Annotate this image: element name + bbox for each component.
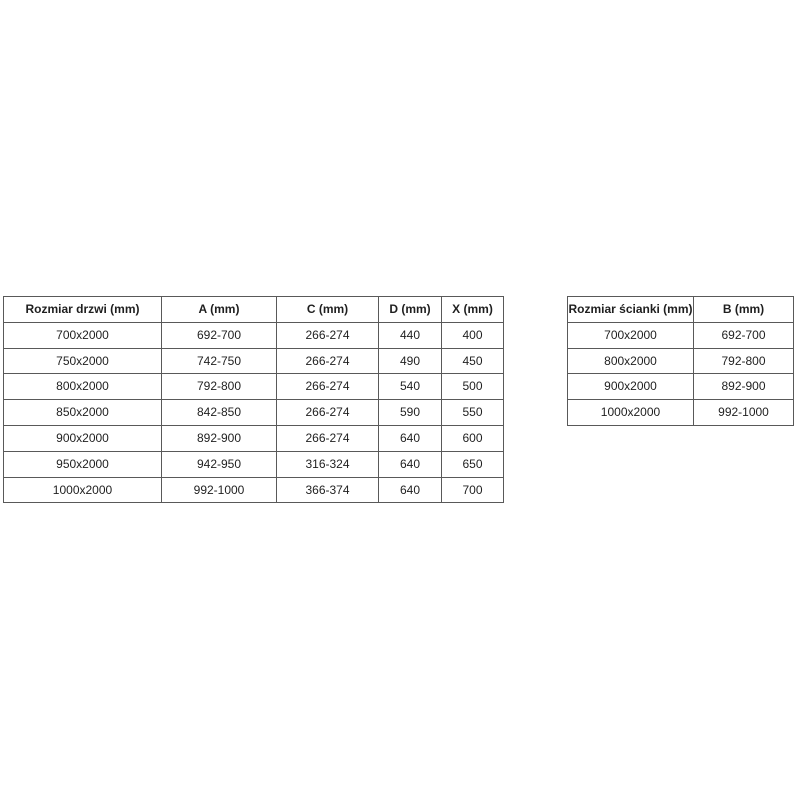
table-row <box>4 348 504 374</box>
table-cell: 1000x2000 <box>4 477 162 503</box>
table-cell: 490 <box>379 348 442 374</box>
column-header: B (mm) <box>694 297 794 323</box>
table-cell: 800x2000 <box>568 348 694 374</box>
table-row <box>568 348 794 374</box>
table-cell: 266-274 <box>277 322 379 348</box>
table-cell: 640 <box>379 425 442 451</box>
table-cell: 640 <box>379 477 442 503</box>
header-row <box>4 297 504 323</box>
table-cell: 450 <box>442 348 504 374</box>
table-cell: 266-274 <box>277 374 379 400</box>
table-cell: 792-800 <box>162 374 277 400</box>
table-row <box>568 322 794 348</box>
table-cell: 700x2000 <box>4 322 162 348</box>
table-row <box>568 400 794 426</box>
table-cell: 266-274 <box>277 348 379 374</box>
table-cell: 792-800 <box>694 348 794 374</box>
table-row <box>4 451 504 477</box>
table-row <box>4 425 504 451</box>
table-cell: 440 <box>379 322 442 348</box>
table-cell: 640 <box>379 451 442 477</box>
table-cell: 692-700 <box>162 322 277 348</box>
column-header: C (mm) <box>277 297 379 323</box>
table-cell: 550 <box>442 400 504 426</box>
table-cell: 892-900 <box>162 425 277 451</box>
table-row <box>4 400 504 426</box>
table-cell: 750x2000 <box>4 348 162 374</box>
table-cell: 400 <box>442 322 504 348</box>
table-cell: 892-900 <box>694 374 794 400</box>
table-cell: 900x2000 <box>568 374 694 400</box>
table-cell: 800x2000 <box>4 374 162 400</box>
table-cell: 600 <box>442 425 504 451</box>
table-row <box>4 322 504 348</box>
table-cell: 590 <box>379 400 442 426</box>
column-header: Rozmiar drzwi (mm) <box>4 297 162 323</box>
table-cell: 1000x2000 <box>568 400 694 426</box>
column-header: X (mm) <box>442 297 504 323</box>
table-cell: 700x2000 <box>568 322 694 348</box>
table-cell: 900x2000 <box>4 425 162 451</box>
table-row <box>568 374 794 400</box>
column-header: Rozmiar ścianki (mm) <box>568 297 694 323</box>
table-cell: 266-274 <box>277 425 379 451</box>
table-row <box>4 374 504 400</box>
table-cell: 842-850 <box>162 400 277 426</box>
column-header: D (mm) <box>379 297 442 323</box>
table-cell: 742-750 <box>162 348 277 374</box>
header-row <box>568 297 794 323</box>
table-cell: 692-700 <box>694 322 794 348</box>
table-cell: 266-274 <box>277 400 379 426</box>
door-dimensions-table <box>3 296 504 503</box>
wall-dimensions-table <box>567 296 794 426</box>
column-header: A (mm) <box>162 297 277 323</box>
table-cell: 992-1000 <box>694 400 794 426</box>
table-cell: 366-374 <box>277 477 379 503</box>
table-cell: 700 <box>442 477 504 503</box>
table-row <box>4 477 504 503</box>
table-cell: 992-1000 <box>162 477 277 503</box>
table-cell: 950x2000 <box>4 451 162 477</box>
table-cell: 850x2000 <box>4 400 162 426</box>
table-cell: 650 <box>442 451 504 477</box>
table-cell: 500 <box>442 374 504 400</box>
table-cell: 942-950 <box>162 451 277 477</box>
table-cell: 316-324 <box>277 451 379 477</box>
table-cell: 540 <box>379 374 442 400</box>
